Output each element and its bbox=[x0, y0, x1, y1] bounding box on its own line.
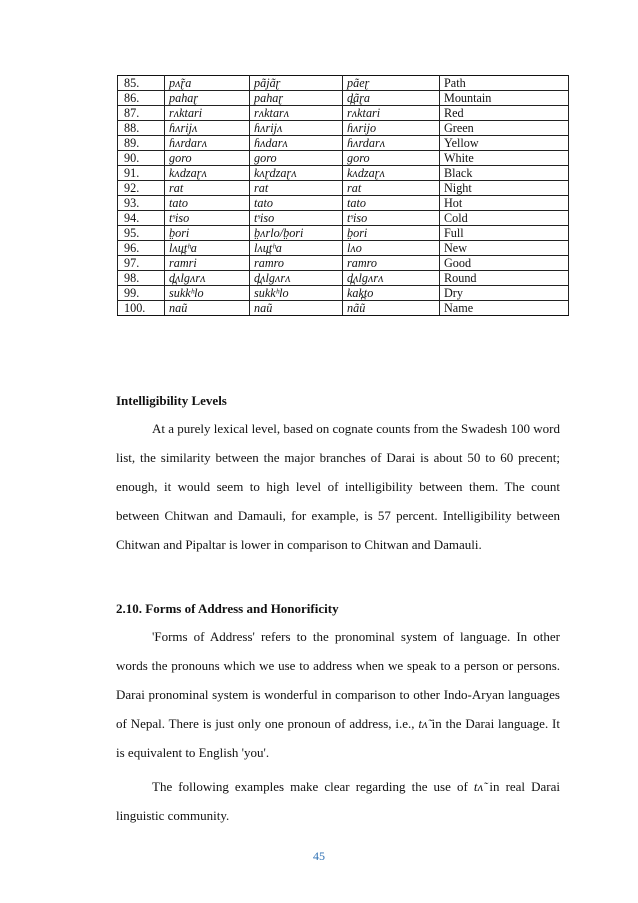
form-variant-3: d̪ãɽa bbox=[343, 91, 440, 106]
table-row bbox=[118, 76, 569, 91]
english-gloss: White bbox=[440, 151, 569, 166]
form-variant-3: kak̪to bbox=[343, 286, 440, 301]
form-variant-2: ɦʌdarʌ bbox=[250, 136, 343, 151]
row-number: 85. bbox=[118, 76, 165, 91]
table-row bbox=[118, 91, 569, 106]
intelligibility-paragraph: At a purely lexical level, based on cognate counts from the Swadesh 100 word list, the similarity between the major branches of Darai is about 50 to 60 precent; enough, it would seem to high level of intelligibility between them. The count between Chitwan and Damauli, for example, is 57 percent. Intelligibility between Chitwan and Pipaltar is lower in comparison to Chitwan and Damauli. bbox=[116, 421, 560, 552]
form-variant-2: rʌktarʌ bbox=[250, 106, 343, 121]
row-number: 94. bbox=[118, 211, 165, 226]
form-variant-1: sukkʰlo bbox=[165, 286, 250, 301]
form-variant-1: pʌ̃ɽa bbox=[165, 76, 250, 91]
page-number: 45 bbox=[313, 849, 325, 863]
english-gloss: Red bbox=[440, 106, 569, 121]
table-row bbox=[118, 211, 569, 226]
form-variant-1: ɦʌrijʌ bbox=[165, 121, 250, 136]
form-variant-1: rʌktari bbox=[165, 106, 250, 121]
section-heading-forms-of-address: 2.10. Forms of Address and Honorificity bbox=[116, 601, 339, 616]
form-variant-2: pahaɽ bbox=[250, 91, 343, 106]
table-row bbox=[118, 166, 569, 181]
english-gloss: Green bbox=[440, 121, 569, 136]
english-gloss: Full bbox=[440, 226, 569, 241]
english-gloss: Night bbox=[440, 181, 569, 196]
row-number: 88. bbox=[118, 121, 165, 136]
row-number: 93. bbox=[118, 196, 165, 211]
table-row bbox=[118, 271, 569, 286]
form-variant-1: tato bbox=[165, 196, 250, 211]
form-variant-2: ɦʌrijʌ bbox=[250, 121, 343, 136]
row-number: 97. bbox=[118, 256, 165, 271]
row-number: 87. bbox=[118, 106, 165, 121]
english-gloss: Cold bbox=[440, 211, 569, 226]
form-variant-2: goro bbox=[250, 151, 343, 166]
paragraph-text-before-term: The following examples make clear regarding the use of bbox=[152, 779, 474, 794]
row-number: 90. bbox=[118, 151, 165, 166]
form-variant-2: kʌɽdzaɽʌ bbox=[250, 166, 343, 181]
english-gloss: Yellow bbox=[440, 136, 569, 151]
form-variant-3: rʌktari bbox=[343, 106, 440, 121]
form-variant-3: goro bbox=[343, 151, 440, 166]
examples-paragraph bbox=[116, 772, 560, 830]
form-variant-2: tˢiso bbox=[250, 211, 343, 226]
row-number: 100. bbox=[118, 301, 165, 316]
form-variant-3: tˢiso bbox=[343, 211, 440, 226]
table-row bbox=[118, 196, 569, 211]
table-row bbox=[118, 136, 569, 151]
english-gloss: Name bbox=[440, 301, 569, 316]
table-row bbox=[118, 151, 569, 166]
english-gloss: Round bbox=[440, 271, 569, 286]
form-variant-2: b̤ʌrlo/b̤ori bbox=[250, 226, 343, 241]
section-heading-intelligibility: Intelligibility Levels bbox=[116, 393, 227, 408]
form-variant-1: ramri bbox=[165, 256, 250, 271]
row-number: 99. bbox=[118, 286, 165, 301]
row-number: 95. bbox=[118, 226, 165, 241]
table-row bbox=[118, 241, 569, 256]
paragraph-text-after-term: in real Darai linguistic community. bbox=[116, 779, 561, 823]
form-variant-1: naũ bbox=[165, 301, 250, 316]
form-variant-3: ramro bbox=[343, 256, 440, 271]
form-variant-1: kʌdzaɽʌ bbox=[165, 166, 250, 181]
forms-of-address-paragraph bbox=[116, 622, 560, 767]
form-variant-3: pãeɽ bbox=[343, 76, 440, 91]
paragraph-text-after-term: in the Darai language. It is equivalent to English 'you'. bbox=[116, 716, 560, 760]
form-variant-1: d̪ʌlgʌrʌ bbox=[165, 271, 250, 286]
row-number: 96. bbox=[118, 241, 165, 256]
form-variant-2: naũ bbox=[250, 301, 343, 316]
table-row bbox=[118, 226, 569, 241]
form-variant-3: lʌo bbox=[343, 241, 440, 256]
table-row bbox=[118, 256, 569, 271]
row-number: 86. bbox=[118, 91, 165, 106]
english-gloss: Mountain bbox=[440, 91, 569, 106]
english-gloss: New bbox=[440, 241, 569, 256]
table-row bbox=[118, 121, 569, 136]
form-variant-3: rat bbox=[343, 181, 440, 196]
form-variant-3: nãũ bbox=[343, 301, 440, 316]
table-row bbox=[118, 181, 569, 196]
english-gloss: Hot bbox=[440, 196, 569, 211]
form-variant-2: tato bbox=[250, 196, 343, 211]
pronoun-term: tʌ̃ bbox=[473, 779, 484, 794]
form-variant-2: ramro bbox=[250, 256, 343, 271]
paragraph-text-before-term: 'Forms of Address' refers to the pronominal system of language. In other words the pronouns which we use to address when we speak to a person or persons. Darai pronominal system is wonderful in comparison to other Indo-Aryan languages of Nepal. There is just only one pronoun of address, i.e., bbox=[116, 629, 560, 731]
form-variant-1: rat bbox=[165, 181, 250, 196]
vocabulary-table bbox=[117, 75, 569, 316]
form-variant-1: b̤ori bbox=[165, 226, 250, 241]
form-variant-2: lʌu̪tʰa bbox=[250, 241, 343, 256]
form-variant-3: tato bbox=[343, 196, 440, 211]
form-variant-1: pahaɽ bbox=[165, 91, 250, 106]
row-number: 92. bbox=[118, 181, 165, 196]
pronoun-term: tʌ̃ bbox=[418, 716, 428, 731]
form-variant-2: pãjãɽ bbox=[250, 76, 343, 91]
form-variant-2: rat bbox=[250, 181, 343, 196]
form-variant-1: tˢiso bbox=[165, 211, 250, 226]
row-number: 89. bbox=[118, 136, 165, 151]
form-variant-3: d̪ʌlgʌrʌ bbox=[343, 271, 440, 286]
form-variant-1: goro bbox=[165, 151, 250, 166]
form-variant-3: ɦʌrijo bbox=[343, 121, 440, 136]
english-gloss: Path bbox=[440, 76, 569, 91]
form-variant-2: d̪ʌlgʌrʌ bbox=[250, 271, 343, 286]
row-number: 98. bbox=[118, 271, 165, 286]
english-gloss: Dry bbox=[440, 286, 569, 301]
form-variant-1: lʌu̪tʰa bbox=[165, 241, 250, 256]
english-gloss: Black bbox=[440, 166, 569, 181]
table-row bbox=[118, 301, 569, 316]
table-row bbox=[118, 106, 569, 121]
table-row bbox=[118, 286, 569, 301]
english-gloss: Good bbox=[440, 256, 569, 271]
form-variant-3: b̤ori bbox=[343, 226, 440, 241]
form-variant-1: ɦʌrdarʌ bbox=[165, 136, 250, 151]
form-variant-3: kʌdzaɽʌ bbox=[343, 166, 440, 181]
form-variant-3: ɦʌrdarʌ bbox=[343, 136, 440, 151]
row-number: 91. bbox=[118, 166, 165, 181]
form-variant-2: sukkʰlo bbox=[250, 286, 343, 301]
